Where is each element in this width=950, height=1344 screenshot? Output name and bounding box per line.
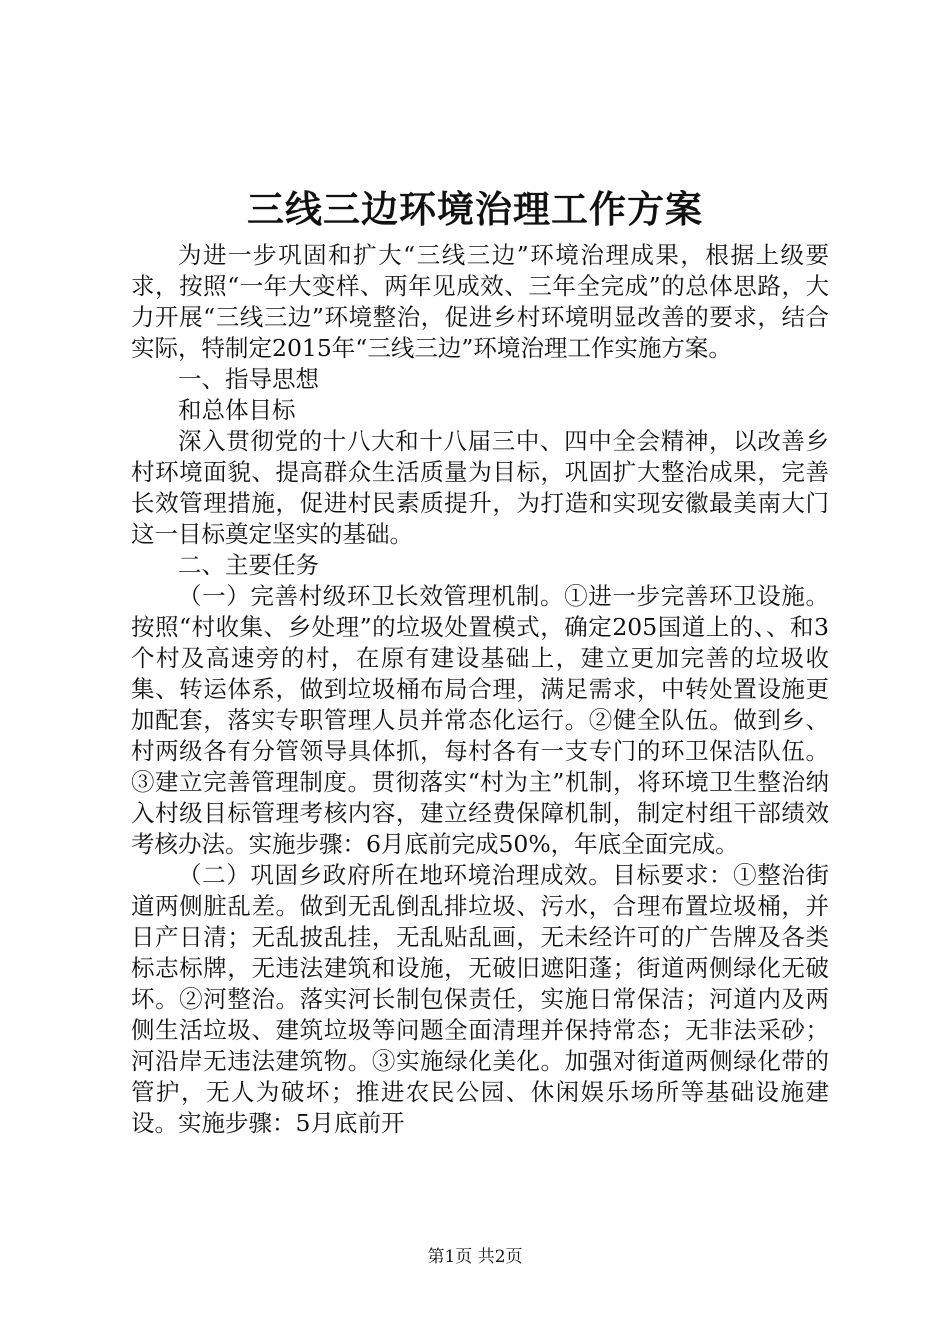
- page-number-footer: 第1页 共2页: [427, 1247, 523, 1267]
- document-body: [131, 240, 829, 1139]
- document-title: 三线三边环境治理工作方案: [247, 187, 703, 231]
- section-heading-tasks: 二、主要任务: [178, 551, 319, 579]
- section-heading-guiding: 一、指导思想: [178, 365, 319, 393]
- section-heading-goals: 和总体目标: [178, 396, 296, 424]
- task-one-paragraph: （一）完善村级环卫长效管理机制。①进一步完善环卫设施。按照“村收集、乡处理”的垃圾处置模式，确定205国道上的、、和3个村及高速旁的村，在原有建设基础上，建立更加完善的垃圾收集、转运体系，做到垃圾桶布局合理，满足需求，中转处置设施更加配套，落实专职管理人员并常态化运行。②健全队伍。做到乡、村两级各有分管领导具体抓，每村各有一支专门的环卫保洁队伍。③建立完善管理制度。贯彻落实“村为主”机制，将环境卫生整治纳入村级目标管理考核内容，建立经费保障机制，制定村组干部绩效考核办法。实施步骤：6月底前完成50%，年底全面完成。: [131, 582, 829, 858]
- guiding-paragraph: 深入贯彻党的十八大和十八届三中、四中全会精神，以改善乡村环境面貌、提高群众生活质量为目标，巩固扩大整治成果，完善长效管理措施，促进村民素质提升，为打造和实现安徽最美南大门这一目标奠定坚实的基础。: [131, 427, 829, 548]
- task-two-paragraph: （二）巩固乡政府所在地环境治理成效。目标要求：①整治街道两侧脏乱差。做到无乱倒乱排垃圾、污水，合理布置垃圾桶，并日产日清；无乱披乱挂，无乱贴乱画，无未经许可的广告牌及各类标志标牌，无违法建筑和设施，无破旧遮阳蓬；街道两侧绿化无破坏。②河整治。落实河长制包保责任，实施日常保洁；河道内及两侧生活垃圾、建筑垃圾等问题全面清理并保持常态；无非法采砂；河沿岸无违法建筑物。③实施绿化美化。加强对街道两侧绿化带的管护，无人为破坏；推进农民公园、休闲娱乐场所等基础设施建设。实施步骤：5月底前开: [131, 861, 829, 1137]
- intro-paragraph: 为进一步巩固和扩大“三线三边”环境治理成果，根据上级要求，按照“一年大变样、两年见成效、三年全完成”的总体思路，大力开展“三线三边”环境整治，促进乡村环境明显改善的要求，结合实际，特制定2015年“三线三边”环境治理工作实施方案。: [131, 241, 829, 362]
